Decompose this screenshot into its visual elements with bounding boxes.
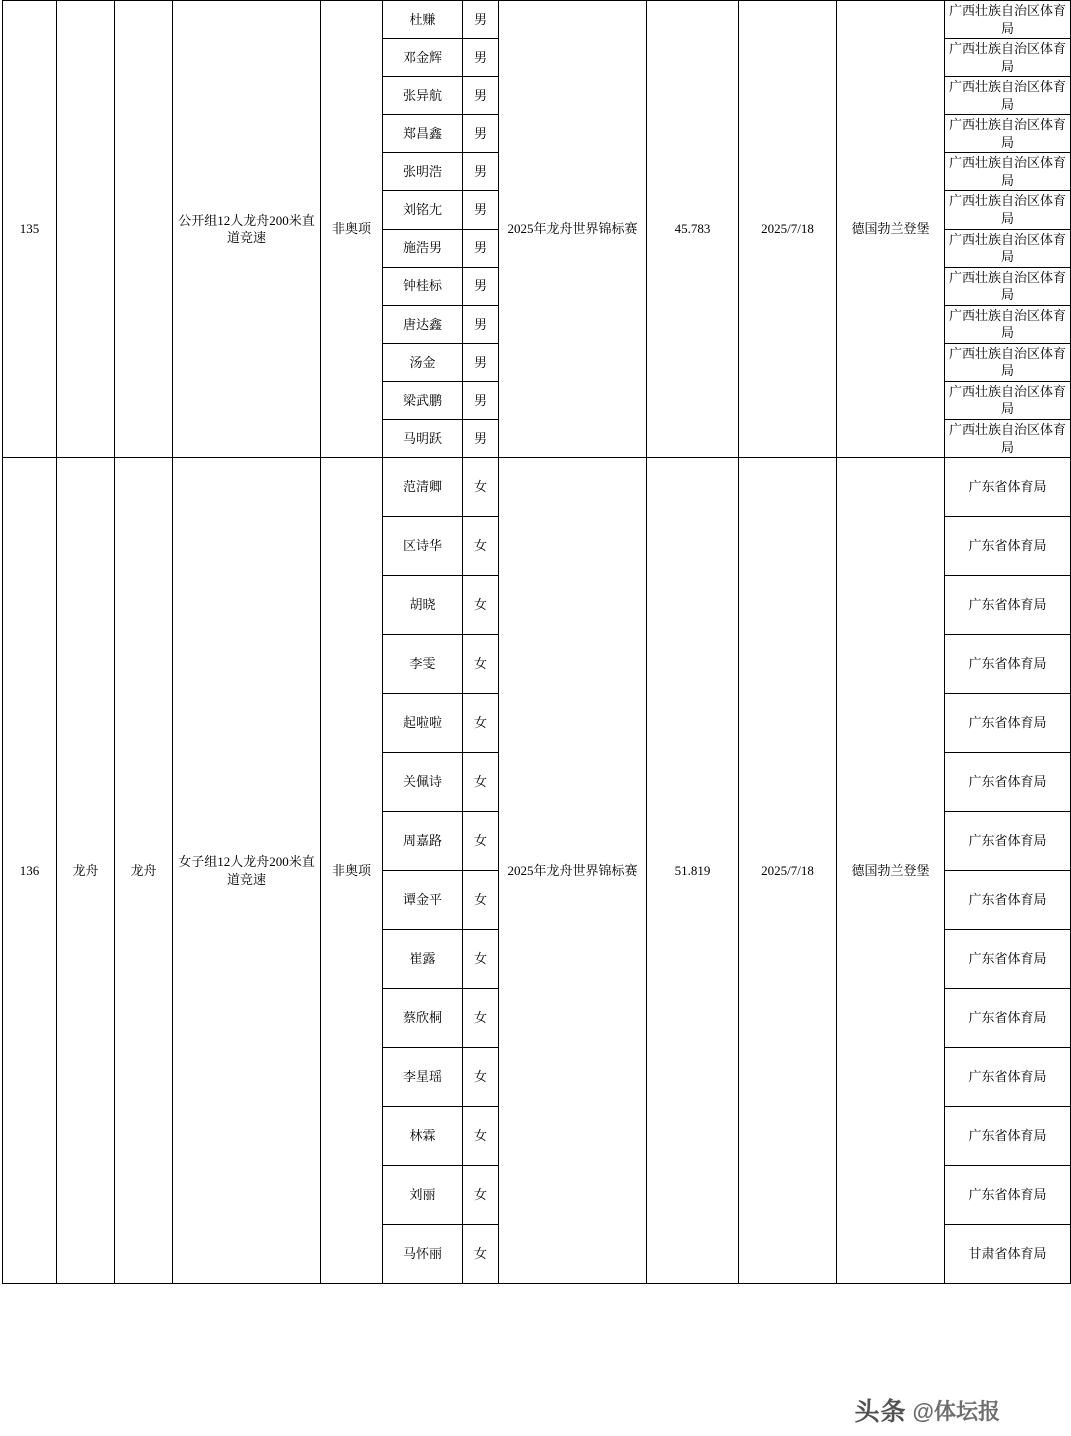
cell-athlete-name: 汤金: [383, 343, 463, 381]
cell-athlete-name: 胡晓: [383, 576, 463, 635]
cell-athlete-gender: 女: [463, 694, 499, 753]
cell-athlete-name: 刘丽: [383, 1166, 463, 1225]
cell-unit: 广东省体育局: [945, 1166, 1071, 1225]
cell-athlete-name: 范清卿: [383, 458, 463, 517]
cell-athlete-gender: 男: [463, 115, 499, 153]
cell-athlete-name: 李雯: [383, 635, 463, 694]
cell-athlete-gender: 女: [463, 930, 499, 989]
cell-event: 公开组12人龙舟200米直道竞速: [173, 1, 321, 458]
table-body: [3, 1, 1071, 1284]
cell-unit: 广东省体育局: [945, 635, 1071, 694]
cell-athlete-gender: 男: [463, 191, 499, 229]
cell-athlete-gender: 男: [463, 343, 499, 381]
cell-place: 德国勃兰登堡: [837, 458, 945, 1284]
cell-unit: 广东省体育局: [945, 812, 1071, 871]
cell-athlete-name: 关佩诗: [383, 753, 463, 812]
cell-place: 德国勃兰登堡: [837, 1, 945, 458]
cell-unit: 广东省体育局: [945, 517, 1071, 576]
cell-unit: 广西壮族自治区体育局: [945, 267, 1071, 305]
cell-athlete-name: 唐达鑫: [383, 305, 463, 343]
cell-athlete-gender: 女: [463, 517, 499, 576]
cell-athlete-gender: 男: [463, 305, 499, 343]
cell-unit: 广东省体育局: [945, 576, 1071, 635]
cell-athlete-gender: 女: [463, 871, 499, 930]
cell-unit: 广东省体育局: [945, 753, 1071, 812]
cell-athlete-name: 张异航: [383, 77, 463, 115]
cell-no: 135: [3, 1, 57, 458]
cell-no: 136: [3, 458, 57, 1284]
cell-sport: 龙舟: [57, 458, 115, 1284]
cell-athlete-gender: 男: [463, 381, 499, 419]
cell-athlete-gender: 男: [463, 267, 499, 305]
cell-athlete-gender: 女: [463, 1166, 499, 1225]
cell-athlete-name: 刘铭尢: [383, 191, 463, 229]
cell-athlete-name: 钟桂标: [383, 267, 463, 305]
cell-athlete-gender: 女: [463, 1048, 499, 1107]
cell-athlete-gender: 男: [463, 153, 499, 191]
cell-unit: 甘肃省体育局: [945, 1225, 1071, 1284]
cell-athlete-name: 谭金平: [383, 871, 463, 930]
cell-athlete-name: 邓金辉: [383, 39, 463, 77]
cell-unit: 广东省体育局: [945, 1048, 1071, 1107]
cell-unit: 广西壮族自治区体育局: [945, 1, 1071, 39]
cell-olympic-category: 非奥项: [321, 458, 383, 1284]
cell-athlete-name: 施浩男: [383, 229, 463, 267]
results-table: [2, 0, 1071, 1284]
cell-athlete-name: 周嘉路: [383, 812, 463, 871]
cell-unit: 广西壮族自治区体育局: [945, 191, 1071, 229]
cell-unit: 广东省体育局: [945, 458, 1071, 517]
cell-athlete-gender: 女: [463, 635, 499, 694]
watermark-source: 头条: [854, 1398, 907, 1426]
cell-result: 45.783: [647, 1, 739, 458]
cell-unit: 广西壮族自治区体育局: [945, 115, 1071, 153]
cell-athlete-name: 区诗华: [383, 517, 463, 576]
cell-athlete-gender: 女: [463, 1225, 499, 1284]
cell-athlete-name: 李星瑶: [383, 1048, 463, 1107]
cell-athlete-gender: 女: [463, 812, 499, 871]
watermark-account: @体坛报: [912, 1398, 1000, 1424]
cell-athlete-name: 蔡欣桐: [383, 989, 463, 1048]
cell-unit: 广西壮族自治区体育局: [945, 153, 1071, 191]
cell-result: 51.819: [647, 458, 739, 1284]
cell-athlete-gender: 男: [463, 77, 499, 115]
cell-athlete-gender: 女: [463, 753, 499, 812]
cell-athlete-gender: 男: [463, 229, 499, 267]
cell-unit: 广西壮族自治区体育局: [945, 420, 1071, 458]
cell-discipline: [115, 1, 173, 458]
cell-athlete-name: 梁武鹏: [383, 381, 463, 419]
cell-athlete-gender: 男: [463, 420, 499, 458]
cell-athlete-gender: 女: [463, 989, 499, 1048]
cell-event: 女子组12人龙舟200米直道竞速: [173, 458, 321, 1284]
cell-date: 2025/7/18: [739, 458, 837, 1284]
cell-discipline: 龙舟: [115, 458, 173, 1284]
cell-athlete-name: 崔露: [383, 930, 463, 989]
cell-athlete-gender: 男: [463, 1, 499, 39]
cell-sport: [57, 1, 115, 458]
cell-unit: 广东省体育局: [945, 989, 1071, 1048]
cell-unit: 广东省体育局: [945, 871, 1071, 930]
cell-date: 2025/7/18: [739, 1, 837, 458]
cell-competition: 2025年龙舟世界锦标赛: [499, 1, 647, 458]
cell-athlete-name: 马怀丽: [383, 1225, 463, 1284]
cell-athlete-gender: 女: [463, 1107, 499, 1166]
cell-unit: 广西壮族自治区体育局: [945, 305, 1071, 343]
cell-unit: 广西壮族自治区体育局: [945, 39, 1071, 77]
cell-athlete-name: 马明跃: [383, 420, 463, 458]
cell-unit: 广西壮族自治区体育局: [945, 229, 1071, 267]
cell-unit: 广东省体育局: [945, 694, 1071, 753]
cell-unit: 广东省体育局: [945, 930, 1071, 989]
cell-athlete-gender: 男: [463, 39, 499, 77]
cell-olympic-category: 非奥项: [321, 1, 383, 458]
cell-unit: 广西壮族自治区体育局: [945, 381, 1071, 419]
cell-athlete-gender: 女: [463, 576, 499, 635]
cell-competition: 2025年龙舟世界锦标赛: [499, 458, 647, 1284]
cell-athlete-name: 郑昌鑫: [383, 115, 463, 153]
table-row: [3, 1, 1071, 39]
cell-athlete-name: 杜赚: [383, 1, 463, 39]
table-row: [3, 458, 1071, 517]
cell-athlete-name: 起啦啦: [383, 694, 463, 753]
cell-athlete-name: 林霖: [383, 1107, 463, 1166]
watermark: [855, 1392, 1000, 1428]
cell-unit: 广西壮族自治区体育局: [945, 343, 1071, 381]
cell-athlete-gender: 女: [463, 458, 499, 517]
cell-unit: 广西壮族自治区体育局: [945, 77, 1071, 115]
cell-athlete-name: 张明浩: [383, 153, 463, 191]
cell-unit: 广东省体育局: [945, 1107, 1071, 1166]
